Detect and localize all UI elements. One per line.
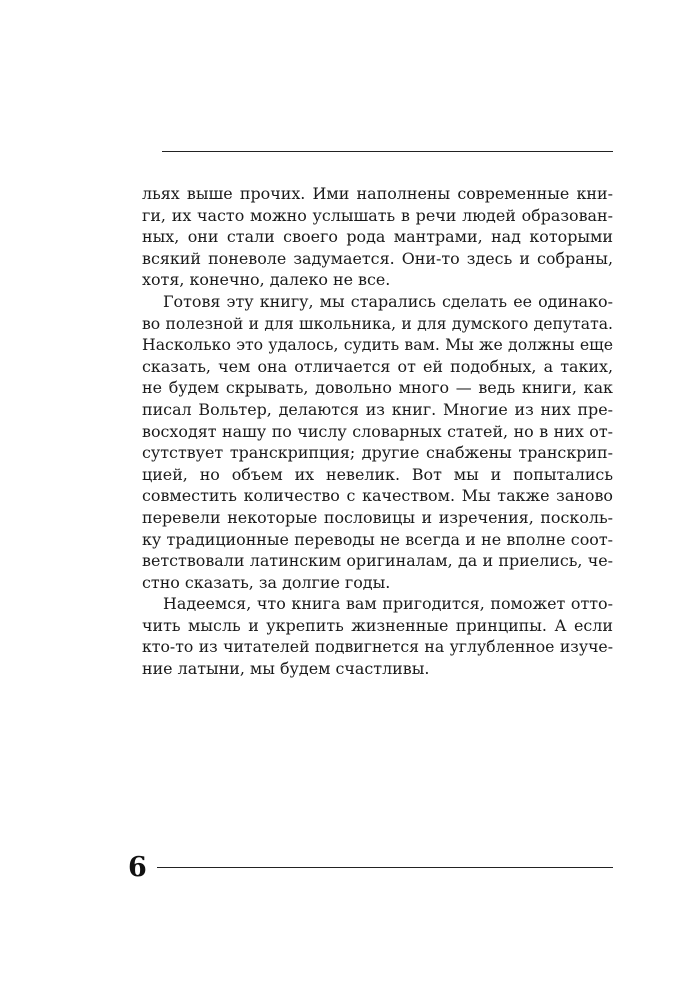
page-number: 6 xyxy=(128,852,147,883)
text-line: перевели некоторые пословицы и изречения, посколь- xyxy=(142,507,613,527)
text-line: ных, они стали своего рода мантрами, над которыми xyxy=(142,227,613,247)
header-rule xyxy=(162,151,613,152)
text-line: стно сказать, за долгие годы. xyxy=(142,572,391,592)
text-line: во полезной и для школьника, и для думского депутата. xyxy=(142,313,613,333)
text-line: писал Вольтер, делаются из книг. Многие из них пре- xyxy=(142,399,613,419)
page-footer xyxy=(128,848,613,888)
text-line: ветствовали латинским оригиналам, да и приелись, че- xyxy=(142,551,613,571)
text-line: Насколько это удалось, судить вам. Мы же должны еще xyxy=(142,335,613,355)
text-line: хотя, конечно, далеко не все. xyxy=(142,270,391,290)
text-line: восходят нашу по числу словарных статей, но в них от- xyxy=(142,421,613,441)
text-line: кто-то из читателей подвигнется на углубленное изуче- xyxy=(142,637,613,657)
text-line: совместить количество с качеством. Мы также заново xyxy=(142,486,613,506)
text-line: чить мысль и укрепить жизненные принципы. А если xyxy=(142,615,613,635)
text-line: не будем скрывать, довольно много — ведь книги, как xyxy=(142,378,613,398)
text-line: ние латыни, мы будем счастливы. xyxy=(142,659,430,679)
text-line: льях выше прочих. Ими наполнены современные кни- xyxy=(142,184,613,203)
text-line: цией, но объем их невелик. Вот мы и попытались xyxy=(142,464,613,484)
text-line: всякий поневоле задумается. Они-то здесь и собраны, xyxy=(142,248,613,268)
text-line: сказать, чем она отличается от ей подобных, а таких, xyxy=(142,356,613,376)
text-line: сутствует транскрипция; другие снабжены транскрип- xyxy=(142,443,613,463)
text-line: ку традиционные переводы не всегда и не вполне соот- xyxy=(142,529,613,549)
text-line: Готовя эту книгу, мы старались сделать ее одинако- xyxy=(163,291,613,311)
footer-rule xyxy=(157,867,613,868)
text-line: ги, их часто можно услышать в речи людей образован- xyxy=(142,205,613,225)
body-text xyxy=(142,183,613,680)
text-line: Надеемся, что книга вам пригодится, поможет отто- xyxy=(163,594,613,614)
